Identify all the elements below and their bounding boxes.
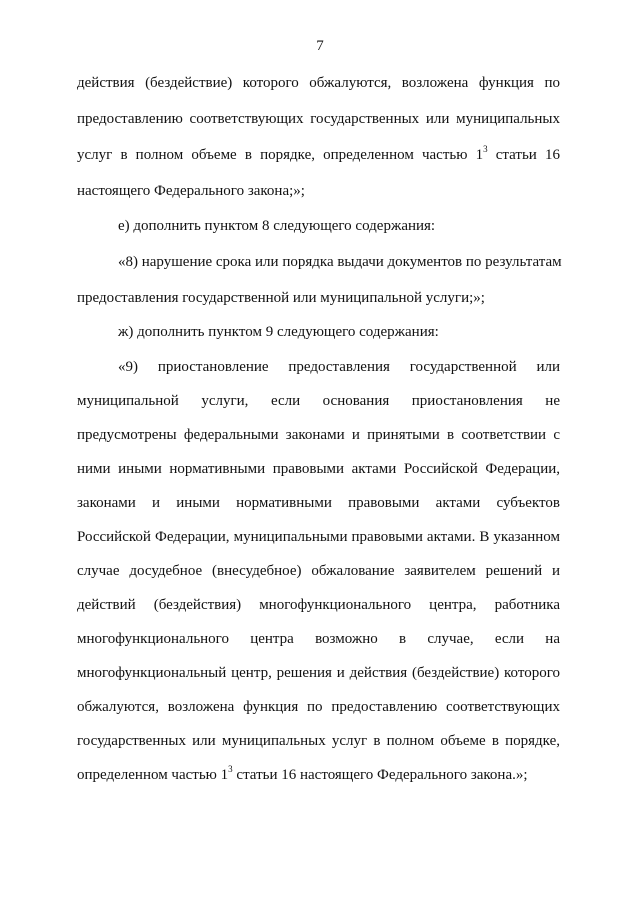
text-line: предусмотрены федеральными законами и принятыми в соответствии с xyxy=(77,427,560,443)
text-fragment: статьи 16 настоящего Федерального закона.»; xyxy=(232,767,528,783)
text-fragment: статьи 16 xyxy=(487,147,560,163)
superscript: 3 xyxy=(228,764,233,774)
page-number: 7 xyxy=(316,38,324,54)
text-line: Российской Федерации, муниципальными правовыми актами. В указанном xyxy=(77,529,560,545)
text-line: е) дополнить пунктом 8 следующего содержания: xyxy=(118,218,436,234)
text-line: муниципальной услуги, если основания приостановления не xyxy=(77,393,560,409)
text-line: настоящего Федерального закона;»; xyxy=(77,183,305,199)
text-line: действия (бездействие) которого обжалуются, возложена функция по xyxy=(77,75,560,91)
text-line: «8) нарушение срока или порядка выдачи документов по результатам xyxy=(118,254,562,270)
text-line xyxy=(77,145,560,165)
text-line: «9) приостановление предоставления государственной или xyxy=(118,359,560,375)
text-line: многофункционального центра возможно в случае, если на xyxy=(77,631,560,647)
text-fragment: услуг в полном объеме в порядке, определенном частью 1 xyxy=(77,147,484,163)
text-line xyxy=(77,765,560,785)
text-line: государственных или муниципальных услуг в полном объеме в порядке, xyxy=(77,733,560,749)
text-line: случае досудебное (внесудебное) обжалование заявителем решений и xyxy=(77,563,560,579)
text-fragment: определенном частью 1 xyxy=(77,767,229,783)
text-line: ж) дополнить пунктом 9 следующего содержания: xyxy=(118,324,439,340)
text-line: обжалуются, возложена функция по предоставлению соответствующих xyxy=(77,699,560,715)
text-line: предоставлению соответствующих государственных или муниципальных xyxy=(77,111,560,127)
text-line: ними иными нормативными правовыми актами Российской Федерации, xyxy=(77,461,560,477)
text-line: законами и иными нормативными правовыми актами субъектов xyxy=(77,495,560,511)
text-line: предоставления государственной или муниципальной услуги;»; xyxy=(77,290,485,306)
text-line: действий (бездействия) многофункционального центра, работника xyxy=(77,597,560,613)
superscript: 3 xyxy=(483,144,488,154)
text-line: многофункциональный центр, решения и действия (бездействие) которого xyxy=(77,665,560,681)
